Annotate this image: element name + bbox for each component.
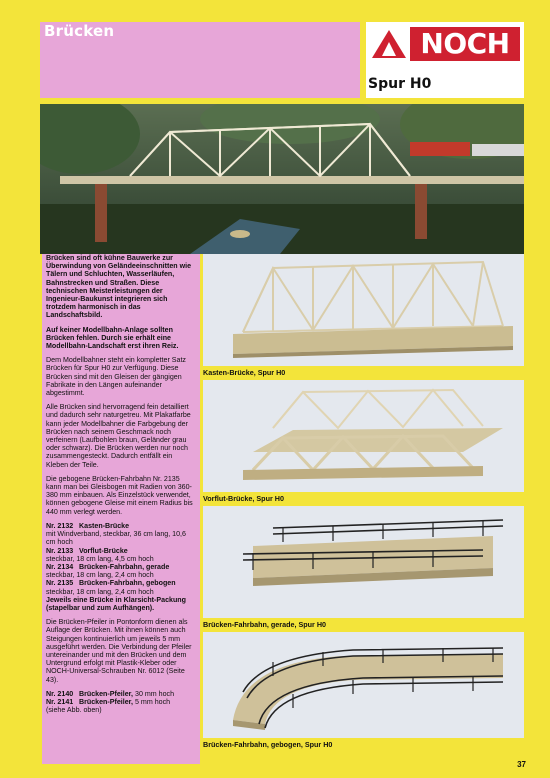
product-name: Brücken-Pfeiler, [79, 689, 134, 698]
photo-vorflut-bruecke [203, 380, 524, 492]
hero-photo-bridge [40, 104, 524, 254]
photo-fahrbahn-gebogen [203, 632, 524, 738]
product-item [46, 522, 194, 547]
product-list [46, 522, 194, 612]
product-desc: steckbar, 18 cm lang, 2,4 cm hoch [46, 571, 154, 580]
packing-note: Jeweils eine Brücke in Klarsicht-Packung (stapelbar und zum Aufhängen). [46, 595, 186, 612]
intro-bold-2: Auf keiner Modellbahn-Anlage sollten Brücken fehlen. Durch sie erhält eine Modellbahn-Landschaft erst ihren Reiz. [46, 325, 179, 351]
photo-fahrbahn-gerade [203, 506, 524, 618]
product-name: Vorflut-Brücke [79, 546, 128, 555]
product-number: Nr. 2132 [46, 521, 74, 530]
product-number: Nr. 2134 [46, 562, 74, 571]
intro-para-3: Die gebogene Brücken-Fahrbahn Nr. 2135 kann man bei Gleisbogen mit Radien von 360-380 mm einbauen. Als Einzelstück verwendet, können gebogene Gleise mit einem Radius bis 440 mm verlegt werden. [46, 474, 193, 516]
caption-vorflut: Vorflut-Brücke, Spur H0 [203, 494, 284, 503]
intro-para-1: Dem Modellbahner steht ein kompletter Satz Brücken für Spur H0 zur Verfügung. Diese Brücken sind mit den Gleisen der gängigen Fabrikate in den Längen aufeinander abgestimmt. [46, 356, 186, 398]
product-desc: steckbar, 18 cm lang, 2,4 cm hoch [46, 587, 154, 596]
caption-kasten: Kasten-Brücke, Spur H0 [203, 368, 286, 377]
product-desc: 5 mm hoch [135, 697, 171, 706]
product-desc: mit Windverband, steckbar, 36 cm lang, 10,6 cm hoch [46, 530, 186, 547]
product-desc: steckbar, 18 cm lang, 4,5 cm hoch [46, 554, 154, 563]
pfeiler-list [46, 690, 194, 715]
product-name: Brücken-Pfeiler, [79, 697, 134, 706]
caption-gebogen: Brücken-Fahrbahn, gebogen, Spur H0 [203, 740, 333, 749]
scale-label: Spur H0 [368, 76, 432, 92]
intro-bold-1: Brücken sind oft kühne Bauwerke zur Überwindung von Geländeeinschnitten wie Tälern und Schluchten, Wasserläufen, Bahnstrecken und Straßen. Diese technischen Meisterleistungen der Ingenieur-Baukunst integrieren sich trotzdem harmonisch in das Landschaftsbild. [46, 254, 192, 320]
brand-triangle-icon [370, 28, 408, 60]
product-number: Nr. 2140 [46, 689, 74, 698]
page-number: 37 [517, 760, 526, 769]
description-column [42, 254, 200, 764]
product-name: Brücken-Fahrbahn, gebogen [79, 579, 176, 588]
brand-logo: NOCH [410, 27, 520, 61]
intro-para-2: Alle Brücken sind hervorragend fein detailliert und dadurch sehr naturgetreu. Mit Plakatfarbe kann jeder Modellbahner die Farbgebung der Brücken nach seinem Geschmack noch verfeinern (Laufbohlen braun, Geländer grau oder schwarz). Die Brücken werden nur noch zusammengesteckt. Dadurch entfällt ein Kleben der Teile. [46, 403, 191, 469]
product-item [46, 547, 194, 563]
product-number: Nr. 2141 [46, 697, 74, 706]
product-name: Kasten-Brücke [79, 521, 130, 530]
product-name: Brücken-Fahrbahn, gerade [79, 562, 170, 571]
pfeiler-note: (siehe Abb. oben) [46, 706, 102, 715]
pfeiler-item [46, 690, 194, 698]
product-item [46, 579, 194, 595]
product-item [46, 563, 194, 579]
page-title: Brücken [44, 22, 115, 40]
product-number: Nr. 2135 [46, 579, 74, 588]
pfeiler-item [46, 698, 194, 706]
product-number: Nr. 2133 [46, 546, 74, 555]
caption-gerade: Brücken-Fahrbahn, gerade, Spur H0 [203, 620, 327, 629]
pfeiler-text: Die Brücken-Pfeiler in Pontonform dienen als Auflage der Brücken. Mit ihnen können auch Steigungen kontinuierlich um jeweils 5 mm ausgeführt werden. Die Verbindung der Pfeiler untereinander und mit den Brücken und dem Untergrund erfolgt mit Plastik-Kleber oder NOCH-Universal-Schrauben Nr. 6012 (Seite 43). [46, 618, 192, 684]
photo-kasten-bruecke [203, 254, 524, 366]
product-desc: 30 mm hoch [135, 689, 175, 698]
